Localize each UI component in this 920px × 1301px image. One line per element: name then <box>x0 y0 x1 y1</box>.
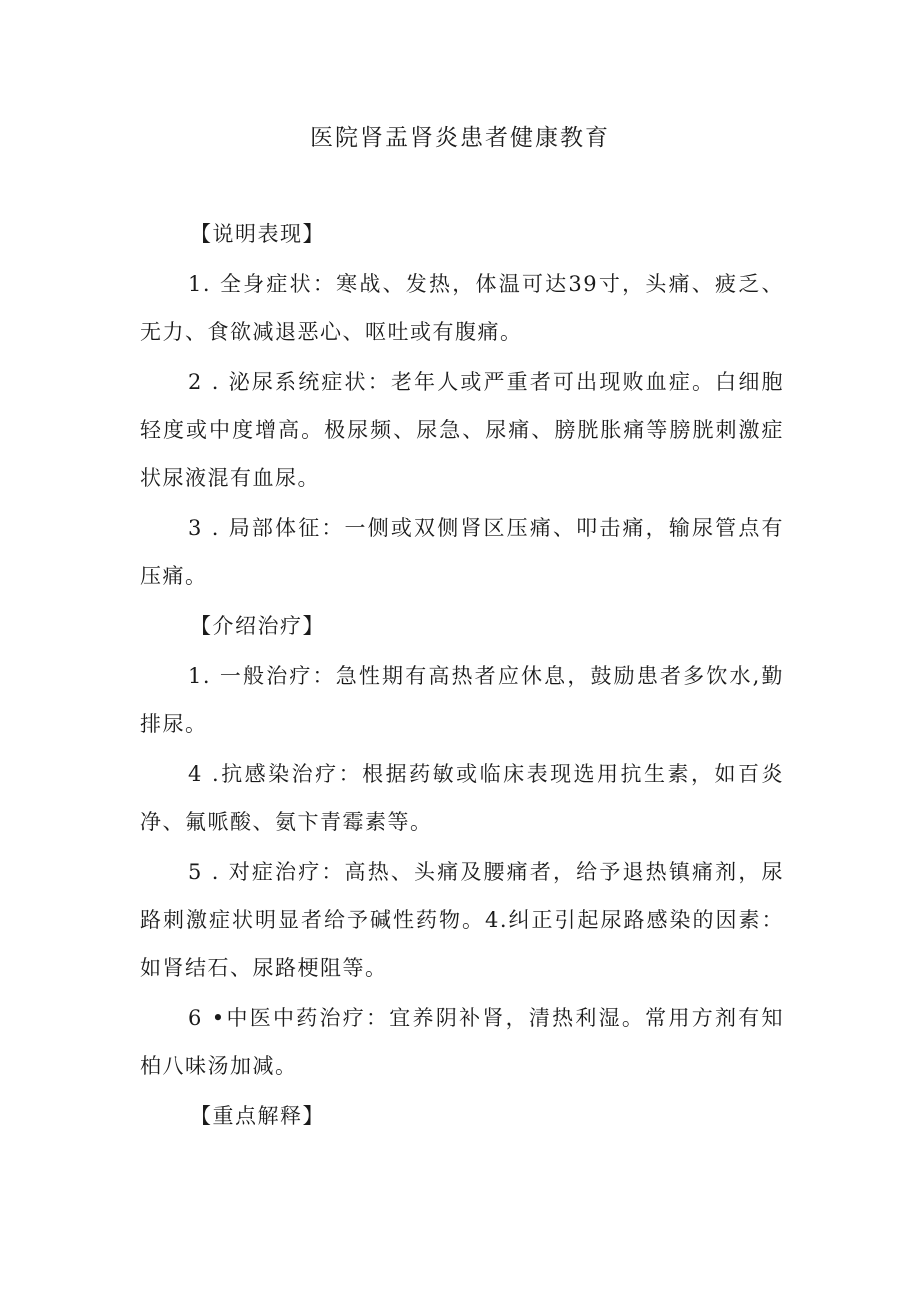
section-heading-key-points: 【重点解释】 <box>190 1104 325 1128</box>
document-body <box>140 210 784 1142</box>
paragraph-anti-infection: 4 .抗感染治疗：根据药敏或临床表现选用抗生素，如百炎净、氟哌酸、氨卞青霉素等。 <box>140 762 784 834</box>
document-title: 医院肾盂肾炎患者健康教育 <box>310 125 610 151</box>
paragraph-symptomatic-treatment: 5 . 对症治疗：高热、头痛及腰痛者，给予退热镇痛剂，尿路刺激症状明显者给予碱性药物。4.纠正引起尿路感染的因素：如肾结石、尿路梗阻等。 <box>140 860 784 980</box>
section-heading-treatment: 【介绍治疗】 <box>190 614 325 638</box>
section-heading-symptoms: 【说明表现】 <box>190 222 325 246</box>
paragraph-urinary-symptoms: 2 . 泌尿系统症状：老年人或严重者可出现败血症。白细胞轻度或中度增高。极尿频、尿急、尿痛、膀胱胀痛等膀胱刺激症状尿液混有血尿。 <box>140 370 784 490</box>
paragraph-local-signs: 3 . 局部体征：一侧或双侧肾区压痛、叩击痛，输尿管点有压痛。 <box>140 516 784 588</box>
paragraph-tcm-treatment: 6 •中医中药治疗：宜养阴补肾，清热利湿。常用方剂有知柏八味汤加减。 <box>140 1006 784 1078</box>
paragraph-systemic-symptoms: 1. 全身症状：寒战、发热，体温可达39寸，头痛、疲乏、无力、食欲减退恶心、呕吐或有腹痛。 <box>140 272 784 344</box>
paragraph-general-treatment: 1. 一般治疗：急性期有高热者应休息，鼓励患者多饮水,勤排尿。 <box>140 664 784 736</box>
